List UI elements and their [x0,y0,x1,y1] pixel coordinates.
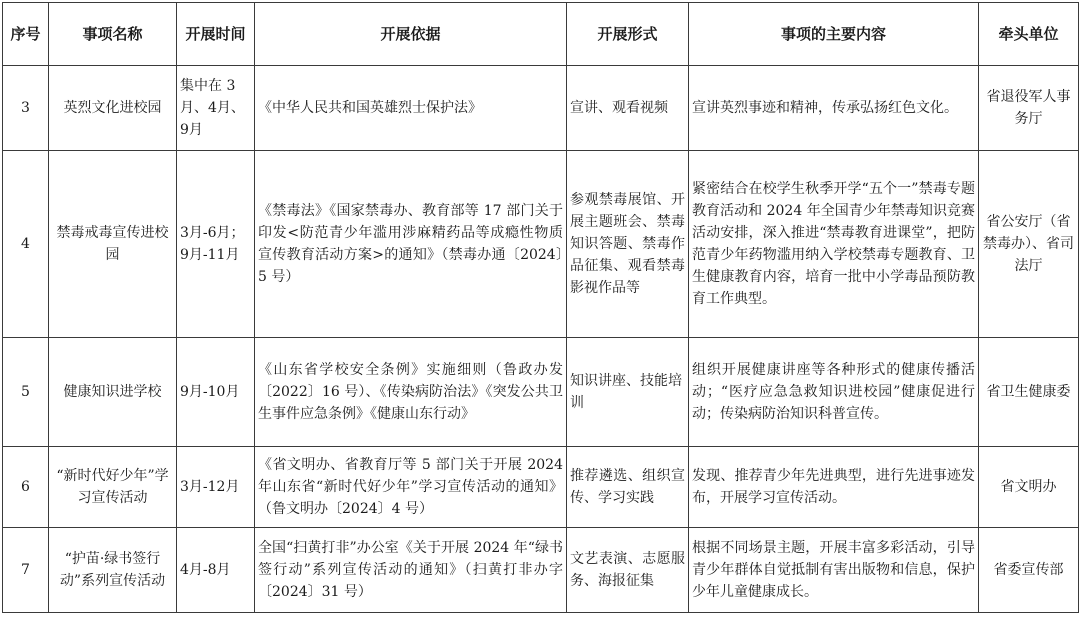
table-header-row [3,3,1079,66]
row-time: 3月-12月 [177,447,255,528]
header-lead: 牵头单位 [979,3,1079,66]
row-content: 紧密结合在校学生秋季开学“五个一”禁毒专题教育活动和 2024 年全国青少年禁毒知识竞赛活动安排，深入推进“禁毒教育进课堂”，把防范青少年药物滥用纳入学校禁毒专题教育、卫生健康教育内容，培育一批中小学毒品预防教育工作典型。 [689,151,979,338]
row-seq: 5 [3,338,49,447]
row-seq: 7 [3,528,49,613]
row-basis: 《禁毒法》《国家禁毒办、教育部等 17 部门关于印发<防范青少年滥用涉麻精药品等成瘾性物质宣传教育活动方案>的通知》（禁毒办通〔2024〕5 号） [255,151,567,338]
row-name: “护苗·绿书签行动”系列宣传活动 [49,528,177,613]
row-basis: 全国“扫黄打非”办公室《关于开展 2024 年“绿书签行动”系列宣传活动的通知》（扫黄打非办字〔2024〕31 号） [255,528,567,613]
row-form: 文艺表演、志愿服务、海报征集 [567,528,689,613]
row-name: 禁毒戒毒宣传进校园 [49,151,177,338]
table-row [3,447,1079,528]
row-seq: 6 [3,447,49,528]
table-row [3,528,1079,613]
row-time: 9月-10月 [177,338,255,447]
row-basis: 《中华人民共和国英雄烈士保护法》 [255,66,567,151]
activities-table [2,2,1079,613]
row-basis: 《省文明办、省教育厅等 5 部门关于开展 2024 年山东省“新时代好少年”学习宣传活动的通知》（鲁文明办〔2024〕4 号） [255,447,567,528]
header-name: 事项名称 [49,3,177,66]
row-lead: 省公安厅（省禁毒办）、省司法厅 [979,151,1079,338]
header-basis: 开展依据 [255,3,567,66]
row-seq: 4 [3,151,49,338]
row-name: 健康知识进学校 [49,338,177,447]
row-form: 参观禁毒展馆、开展主题班会、禁毒知识答题、禁毒作品征集、观看禁毒影视作品等 [567,151,689,338]
table-row [3,151,1079,338]
row-form: 推荐遴选、组织宣传、学习实践 [567,447,689,528]
row-form: 知识讲座、技能培训 [567,338,689,447]
row-content: 根据不同场景主题，开展丰富多彩活动，引导青少年群体自觉抵制有害出版物和信息，保护少年儿童健康成长。 [689,528,979,613]
header-time: 开展时间 [177,3,255,66]
row-content: 组织开展健康讲座等各种形式的健康传播活动；“医疗应急急救知识进校园”健康促进行动；传染病防治知识科普宣传。 [689,338,979,447]
header-seq: 序号 [3,3,49,66]
table-row [3,338,1079,447]
row-time: 4月-8月 [177,528,255,613]
row-seq: 3 [3,66,49,151]
row-name: “新时代好少年”学习宣传活动 [49,447,177,528]
row-name: 英烈文化进校园 [49,66,177,151]
row-basis: 《山东省学校安全条例》实施细则（鲁政办发〔2022〕16 号）、《传染病防治法》《突发公共卫生事件应急条例》《健康山东行动》 [255,338,567,447]
row-content: 宣讲英烈事迹和精神，传承弘扬红色文化。 [689,66,979,151]
header-content: 事项的主要内容 [689,3,979,66]
row-content: 发现、推荐青少年先进典型，进行先进事迹发布，开展学习宣传活动。 [689,447,979,528]
header-form: 开展形式 [567,3,689,66]
row-lead: 省委宣传部 [979,528,1079,613]
row-time: 3月-6月；9月-11月 [177,151,255,338]
row-lead: 省文明办 [979,447,1079,528]
row-time: 集中在 3月、4月、9月 [177,66,255,151]
row-form: 宣讲、观看视频 [567,66,689,151]
table-row [3,66,1079,151]
row-lead: 省卫生健康委 [979,338,1079,447]
row-lead: 省退役军人事务厅 [979,66,1079,151]
